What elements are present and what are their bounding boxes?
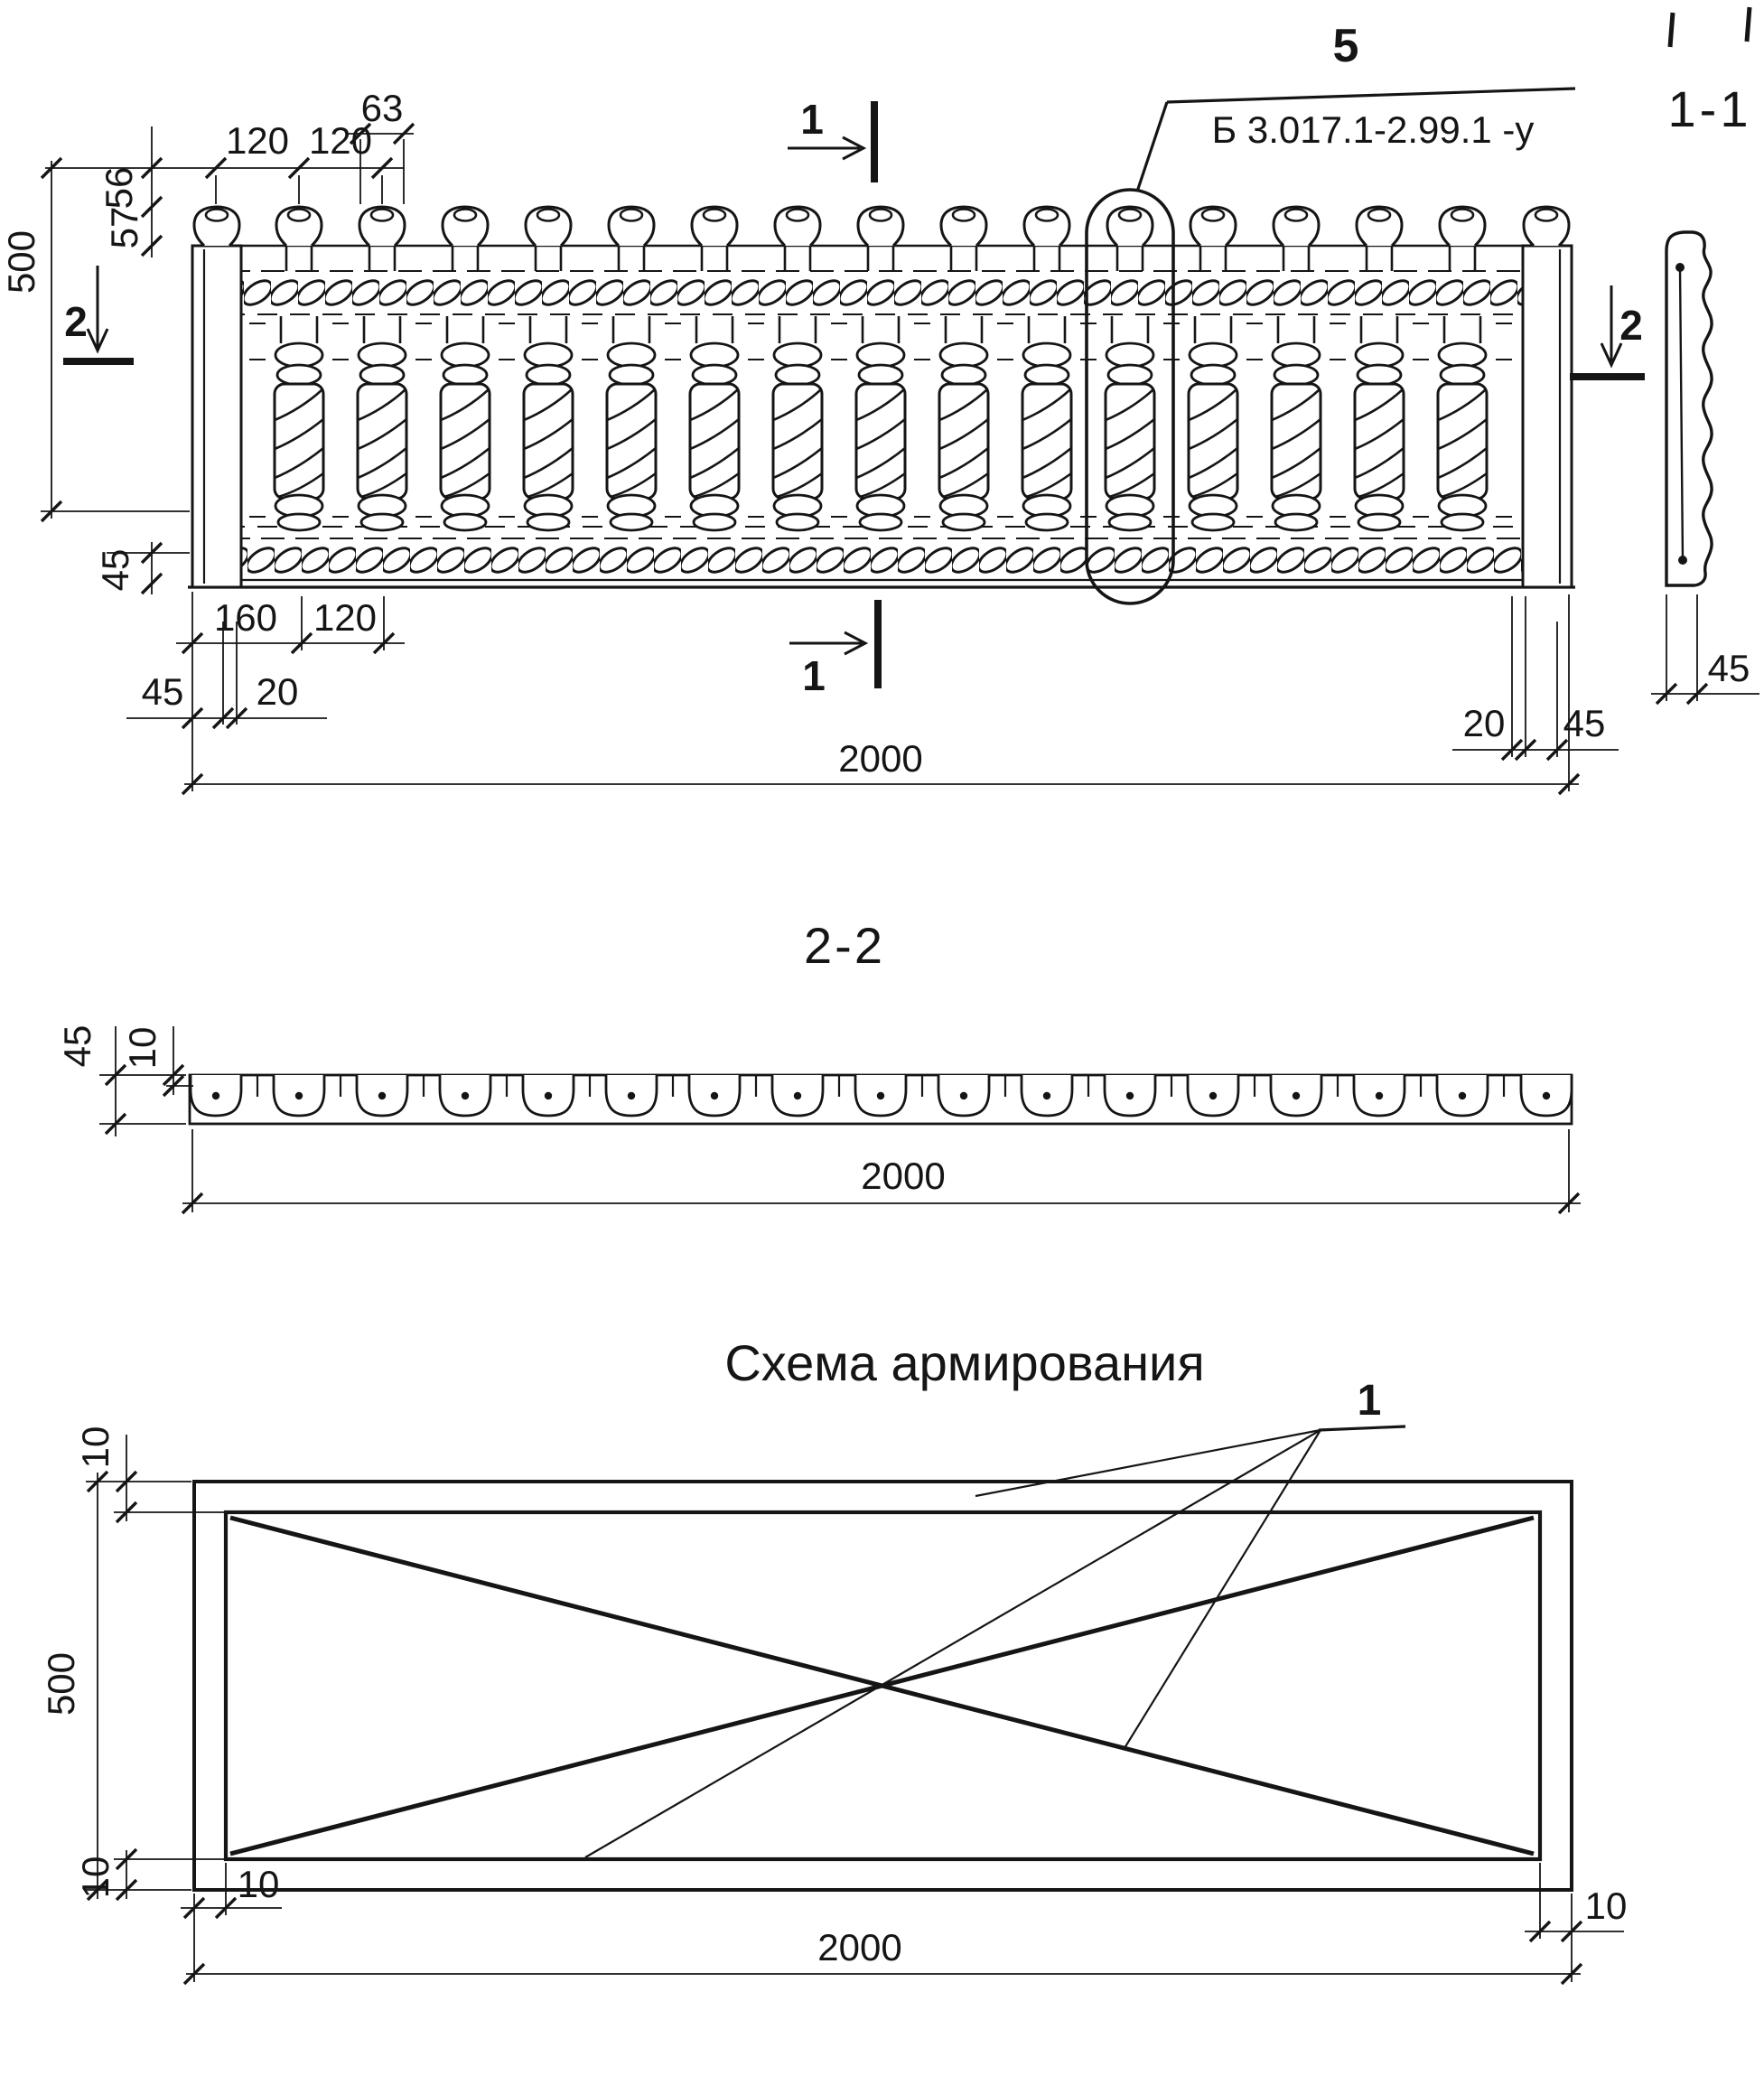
elevation-view — [188, 190, 1575, 603]
dim-cover-right: 10 — [1584, 1884, 1628, 1927]
baluster — [524, 207, 573, 530]
baluster — [607, 207, 656, 530]
reinforcement-scheme — [194, 1426, 1572, 1890]
detail-reference: Б 3.017.1-2.99.1 -у — [1211, 108, 1535, 151]
left-post — [192, 207, 241, 587]
baluster — [1355, 207, 1404, 530]
section-1-1-marks — [1670, 7, 1750, 47]
dim-first-offset: 160 — [213, 596, 278, 639]
dim-strip-length: 2000 — [861, 1155, 946, 1197]
bottom-rail-rope-band — [192, 538, 1571, 580]
baluster-cuts — [191, 1075, 1572, 1116]
dim-bottom-rail: 45 — [94, 548, 136, 592]
baluster — [690, 207, 739, 530]
section1-label: 1 — [800, 96, 824, 143]
section1-label-bottom: 1 — [802, 652, 826, 699]
baluster — [1022, 207, 1071, 530]
dim-knob-height: 56 — [98, 166, 140, 210]
side-section-view — [1666, 232, 1712, 585]
scheme-dim-lines — [86, 1435, 1624, 1982]
baluster — [1106, 207, 1154, 530]
right-post — [1523, 207, 1572, 587]
scheme-ticks — [88, 1472, 1582, 1984]
dim-gap-right: 20 — [1462, 702, 1506, 744]
rebar-item-label: 1 — [1357, 1377, 1382, 1425]
baluster — [1272, 207, 1321, 530]
dim-scheme-length: 2000 — [817, 1926, 902, 1968]
dim-spacing-1: 120 — [225, 119, 290, 162]
dim-gap-left: 20 — [256, 670, 299, 713]
section2-label-right: 2 — [1619, 302, 1643, 349]
dim-top-rail: 57 — [103, 206, 145, 249]
dim-knob-width: 63 — [360, 87, 404, 129]
baluster — [441, 207, 490, 530]
dim-spacing-3: 120 — [313, 596, 378, 639]
baluster — [773, 207, 822, 530]
baluster — [1438, 207, 1487, 530]
baluster — [275, 207, 323, 530]
detail-number: 5 — [1332, 20, 1359, 72]
baluster — [358, 207, 406, 530]
baluster — [939, 207, 988, 530]
section2-label: 2 — [64, 298, 88, 345]
dim-scheme-height: 500 — [40, 1651, 82, 1716]
dim-cover-bottom: 10 — [74, 1856, 117, 1899]
dim-panel-length: 2000 — [838, 737, 923, 780]
dim-post-left: 45 — [141, 670, 184, 713]
baluster — [1189, 207, 1237, 530]
dim-cover-left: 10 — [237, 1863, 280, 1905]
scheme-title: Схема армирования — [724, 1334, 1205, 1391]
dim-panel-height: 500 — [0, 229, 42, 295]
baluster — [856, 207, 905, 530]
section-2-2-view — [190, 1075, 1572, 1124]
dim-post-right: 45 — [1563, 702, 1606, 744]
top-rail-rope-band — [192, 271, 1571, 314]
dim-side-thickness: 45 — [1707, 647, 1750, 689]
section-2-2-title: 2-2 — [804, 917, 885, 974]
balusters — [275, 207, 1487, 530]
dim-web: 10 — [121, 1026, 163, 1070]
dim-strip-height: 45 — [56, 1024, 98, 1068]
dim-spacing-2: 120 — [308, 119, 373, 162]
section-1-1-title: 1-1 — [1667, 80, 1752, 137]
dim-cover-top: 10 — [74, 1426, 117, 1469]
